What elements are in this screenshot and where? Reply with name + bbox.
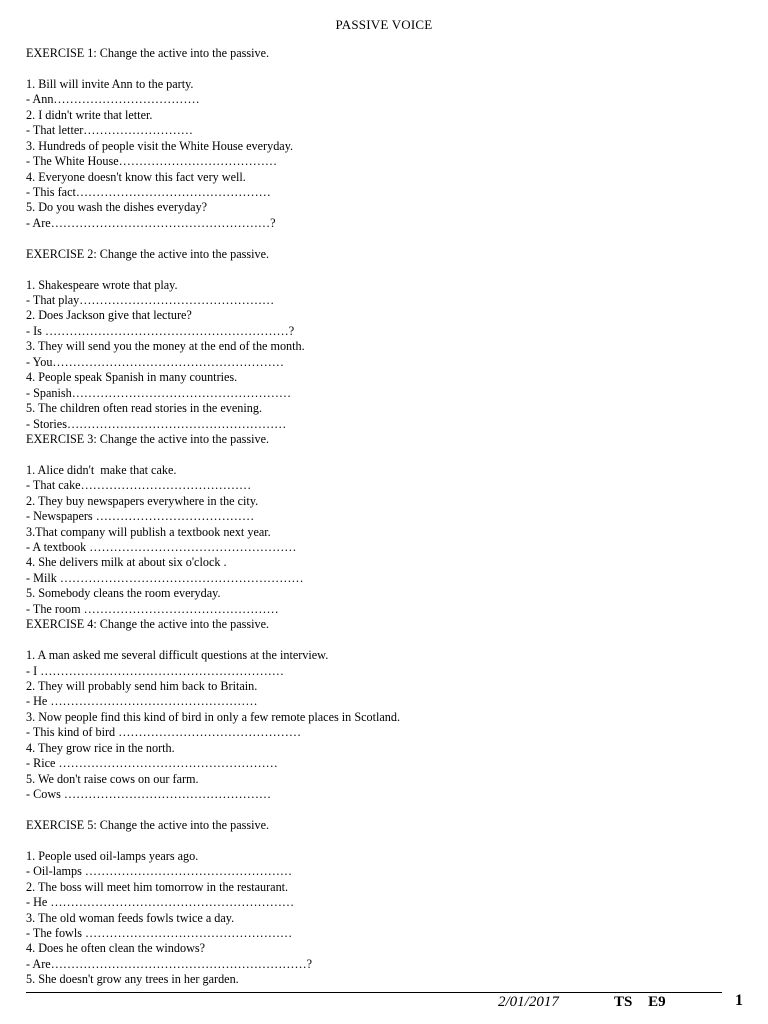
exercise-question: 2. They will probably send him back to Britain. — [26, 678, 258, 693]
blank-line — [26, 833, 746, 848]
exercise-question: 5. Do you wash the dishes everyday? — [26, 200, 208, 215]
exercise-question: 4. She delivers milk at about six o'clock . — [26, 555, 227, 570]
footer-date: 2/01/2017 — [498, 994, 559, 1010]
blank-line — [26, 633, 746, 648]
exercise-question: 5. We don't raise cows on our farm. — [26, 771, 199, 786]
answer-line: - Is ……………………………………………………? — [26, 323, 295, 338]
answer-line: - You………………………………………………… — [26, 354, 284, 369]
exercise-question: 1. Alice didn't make that cake. — [26, 462, 177, 477]
answer-line: - Ann……………………………… — [26, 92, 200, 107]
blank-line — [26, 231, 746, 246]
answer-line: - Newspapers ………………………………… — [26, 509, 255, 524]
exercise-question: 4. Everyone doesn't know this fact very well. — [26, 169, 246, 184]
exercise-question: 4. People speak Spanish in many countries. — [26, 370, 238, 385]
answer-line: - Spanish……………………………………………… — [26, 385, 292, 400]
exercise-question: 1. Shakespeare wrote that play. — [26, 277, 178, 292]
exercise-question: 5. The children often read stories in the evening. — [26, 401, 263, 416]
answer-line: - The White House………………………………… — [26, 154, 278, 169]
answer-line: - That letter……………………… — [26, 123, 193, 138]
footer-divider — [26, 992, 722, 993]
document-body — [26, 46, 746, 988]
answer-line: - The room ………………………………………… — [26, 601, 279, 616]
exercise-question: 3. Now people find this kind of bird in only a few remote places in Scotland. — [26, 709, 401, 724]
answer-line: - This kind of bird ……………………………………… — [26, 725, 302, 740]
exercise-question: 2. They buy newspapers everywhere in the city. — [26, 493, 259, 508]
blank-line — [26, 262, 746, 277]
exercise-question: 3. The old woman feeds fowls twice a day. — [26, 910, 235, 925]
answer-line: - Oil-lamps …………………………………………… — [26, 864, 293, 879]
exercise-question: 1. Bill will invite Ann to the party. — [26, 76, 194, 91]
answer-line: - That play………………………………………… — [26, 293, 275, 307]
answer-line: - Are………………………………………………? — [26, 215, 276, 230]
footer-code: TS E9 — [614, 994, 666, 1010]
answer-line: - I …………………………………………………… — [26, 663, 284, 678]
answer-line: - Stories……………………………………………… — [26, 416, 287, 431]
page-number: 1 — [735, 992, 743, 1009]
answer-line: - This fact………………………………………… — [26, 184, 271, 199]
page-title: PASSIVE VOICE — [335, 17, 433, 32]
exercise-question: 4. They grow rice in the north. — [26, 740, 175, 755]
answer-line: - Milk …………………………………………………… — [26, 570, 304, 585]
exercise-heading: EXERCISE 2: Change the active into the passive. — [26, 246, 270, 261]
exercise-heading: EXERCISE 4: Change the active into the passive. — [26, 617, 270, 632]
exercise-question: 3.That company will publish a textbook next year. — [26, 524, 271, 539]
exercise-question: 3. They will send you the money at the end of the month. — [26, 339, 305, 354]
exercise-question: 3. Hundreds of people visit the White House everyday. — [26, 138, 294, 153]
exercise-question: 2. The boss will meet him tomorrow in the restaurant. — [26, 879, 289, 894]
exercise-heading: EXERCISE 5: Change the active into the passive. — [26, 817, 270, 832]
exercise-question: 5. Somebody cleans the room everyday. — [26, 586, 221, 601]
blank-line — [26, 447, 746, 462]
exercise-question: 4. Does he often clean the windows? — [26, 941, 206, 956]
answer-line: - That cake…………………………………… — [26, 478, 252, 493]
answer-line: - He …………………………………………………… — [26, 895, 295, 910]
answer-line: - The fowls …………………………………………… — [26, 925, 293, 940]
answer-line: - Are………………………………………………………? — [26, 956, 313, 971]
exercise-question: 2. I didn't write that letter. — [26, 107, 153, 122]
exercise-question: 5. She doesn't grow any trees in her garden. — [26, 972, 239, 987]
answer-line: - He …………………………………………… — [26, 694, 258, 709]
blank-line — [26, 61, 746, 76]
exercise-question: 2. Does Jackson give that lecture? — [26, 308, 192, 323]
answer-line: - Rice ……………………………………………… — [26, 756, 278, 771]
exercise-question: 1. People used oil-lamps years ago. — [26, 848, 199, 863]
blank-line — [26, 802, 746, 817]
answer-line: - Cows …………………………………………… — [26, 787, 272, 801]
answer-line: - A textbook …………………………………………… — [26, 540, 297, 554]
exercise-heading: EXERCISE 3: Change the active into the passive. — [26, 431, 270, 446]
exercise-question: 1. A man asked me several difficult questions at the interview. — [26, 648, 329, 663]
exercise-heading: EXERCISE 1: Change the active into the passive. — [26, 46, 270, 60]
